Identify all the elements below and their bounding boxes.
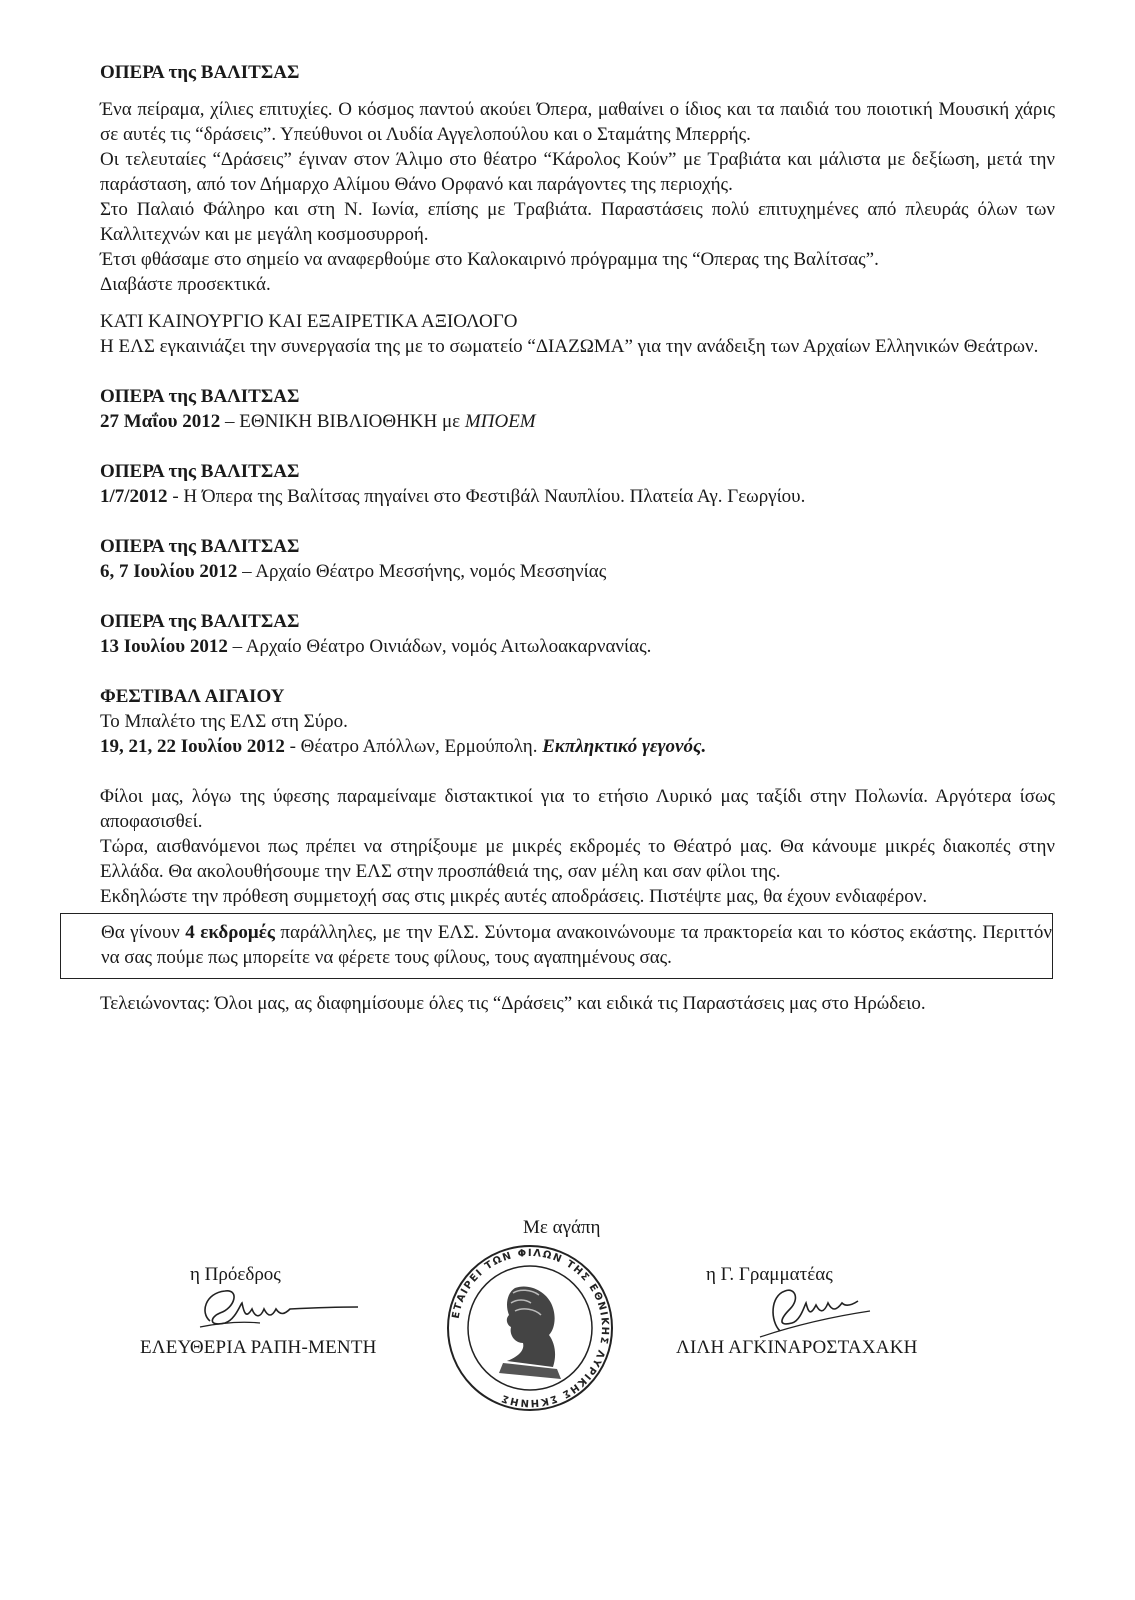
secretary-name: ΛΙΛΗ ΑΓΚΙΝΑΡΟΣΤΑΧΑΚΗ	[676, 1337, 918, 1358]
event-date: 27 Μαΐου 2012	[100, 411, 221, 432]
paragraph-intro-5: Διαβάστε προσεκτικά.	[100, 274, 271, 295]
event-title: ΟΠΕΡΑ της ΒΑΛΙΤΣΑΣ	[100, 536, 300, 557]
paragraph-intro-2: Οι τελευταίες “Δράσεις” έγιναν στον Άλιμο στο θέατρο “Κάρολος Κούν” με Τραβιάτα και μάλιστα με δεξίωση, μετά την παράσταση, από τον Δήμαρχο Αλίμου Θάνο Ορφανό και παράγοντες της περιοχής.	[100, 149, 1055, 195]
president-signature-icon	[180, 1283, 370, 1333]
event-4	[100, 609, 1055, 659]
festival-highlight: Εκπληκτικό γεγονός.	[542, 736, 707, 757]
closing-paragraph: Τελειώνοντας: Όλοι μας, ας διαφημίσουμε όλες τις “Δράσεις” και ειδικά τις Παραστάσεις μας στο Ηρώδειο.	[100, 993, 926, 1014]
festival-line2: 19, 21, 22 Ιουλίου 2012 - Θέατρο Απόλλων, Ερμούπολη. Εκπληκτικό γεγονός.	[100, 736, 707, 757]
paragraph-intro-3: Στο Παλαιό Φάληρο και στη Ν. Ιωνία, επίσης με Τραβιάτα. Παραστάσεις πολύ επιτυχημένες από πλευράς όλων των Καλλιτεχνών και με μεγάλη κοσμοσυρροή.	[100, 199, 1055, 245]
paragraph-intro-4: Έτσι φθάσαμε στο σημείο να αναφερθούμε στο Καλοκαιρινό πρόγραμμα της “Οπερας της Βαλίτσας”.	[100, 249, 879, 270]
trips-count: 4 εκδρομές	[185, 922, 275, 943]
paragraph-intro-1: Ένα πείραμα, χίλιες επιτυχίες. Ο κόσμος παντού ακούει Όπερα, μαθαίνει ο ίδιος και τα παιδιά του ποιοτική Μουσική χάρις σε αυτές τις “δράσεις”. Υπεύθυνοι οι Λυδία Αγγελοπούλου και ο Σταμάτης Μπερρής.	[100, 99, 1055, 145]
event-title: ΟΠΕΡΑ της ΒΑΛΙΤΣΑΣ	[100, 461, 300, 482]
event-detail-italic: ΜΠΟΕΜ	[464, 411, 536, 432]
section-heading-opera: ΟΠΕΡΑ της ΒΑΛΙΤΣΑΣ	[100, 62, 300, 83]
festival-line1: Το Μπαλέτο της ΕΛΣ στη Σύρο.	[100, 711, 348, 732]
president-role: η Πρόεδρος	[190, 1264, 281, 1285]
event-title: ΟΠΕΡΑ της ΒΑΛΙΤΣΑΣ	[100, 611, 300, 632]
event-title: ΟΠΕΡΑ της ΒΑΛΙΤΣΑΣ	[100, 386, 300, 407]
trips-paragraph-1: Φίλοι μας, λόγω της ύφεσης παραμείναμε διστακτικοί για το ετήσιο Λυρικό μας ταξίδι στην Πολωνία. Αργότερα ίσως αποφασισθεί.	[100, 786, 1055, 832]
festival-block	[100, 684, 1055, 759]
trips-paragraph-2: Τώρα, αισθανόμενοι πως πρέπει να στηρίξουμε με μικρές εκδρομές το Θέατρό μας. Θα κάνουμε μικρές διακοπές στην Ελλάδα. Θα ακολουθήσουμε την ΕΛΣ στην προσπάθειά της, σαν μέλη και σαν φίλοι της.	[100, 836, 1055, 882]
trips-notice-box: Θα γίνουν 4 εκδρομές παράλληλες, με την ΕΛΣ. Σύντομα ανακοινώνουμε τα πρακτορεία και το κόστος εκάστης. Περιττόν να σας πούμε πως μπορείτε να φέρετε τους φίλους, τους αγαπημένους σας.	[60, 913, 1053, 979]
trips-paragraph-3: Εκδηλώστε την πρόθεση συμμετοχή σας στις μικρές αυτές αποδράσεις. Πιστέψτε μας, θα έχουν ενδιαφέρον.	[100, 886, 928, 907]
secretary-role: η Γ. Γραμματέας	[706, 1264, 833, 1285]
festival-title: ΦΕΣΤΙΒΑΛ ΑΙΓΑΙΟΥ	[100, 686, 285, 707]
event-date: 13 Ιουλίου 2012	[100, 636, 228, 657]
event-line: 27 Μαΐου 2012 – ΕΘΝΙΚΗ ΒΙΒΛΙΟΘΗΚΗ με ΜΠΟΕΜ	[100, 411, 536, 432]
society-seal-icon	[445, 1243, 615, 1413]
event-date: 1/7/2012	[100, 486, 168, 507]
event-2	[100, 459, 1055, 509]
news-heading: ΚΑΤΙ ΚΑΙΝΟΥΡΓΙΟ ΚΑΙ ΕΞΑΙΡΕΤΙΚΑ ΑΞΙΟΛΟΓΟ	[100, 311, 518, 332]
event-detail: ΕΘΝΙΚΗ ΒΙΒΛΙΟΘΗΚΗ με	[239, 411, 465, 432]
president-name: ΕΛΕΥΘΕΡΙΑ ΡΑΠΗ-ΜΕΝΤΗ	[140, 1337, 377, 1358]
with-love-text: Με αγάπη	[523, 1217, 601, 1238]
news-text: Η ΕΛΣ εγκαινιάζει την συνεργασία της με το σωματείο “ΔΙΑΖΩΜΑ” για την ανάδειξη των Αρχαίων Ελληνικών Θεάτρων.	[100, 336, 1039, 357]
signature-area	[0, 1215, 1135, 1415]
event-line: 13 Ιουλίου 2012 – Αρχαίο Θέατρο Οινιάδων, νομός Αιτωλοακαρνανίας.	[100, 636, 652, 657]
event-detail: Αρχαίο Θέατρο Οινιάδων, νομός Αιτωλοακαρνανίας.	[245, 636, 652, 657]
secretary-signature-icon	[740, 1281, 880, 1341]
svg-text:ΕΤΑΙΡΕΙ ΤΩΝ ΦΙΛΩΝ ΤΗΣ ΕΘΝΙΚΗΣ: ΕΤΑΙΡΕΙ ΤΩΝ ΦΙΛΩΝ ΤΗΣ ΕΘΝΙΚΗΣ ΛΥΡΙΚΗΣ ΣΚΗΝΗΣ	[450, 1247, 611, 1409]
festival-date: 19, 21, 22 Ιουλίου 2012	[100, 736, 285, 757]
event-date: 6, 7 Ιουλίου 2012	[100, 561, 238, 582]
event-3	[100, 534, 1055, 584]
event-line: 6, 7 Ιουλίου 2012 – Αρχαίο Θέατρο Μεσσήνης, νομός Μεσσηνίας	[100, 561, 607, 582]
event-line: 1/7/2012 - Η Όπερα της Βαλίτσας πηγαίνει στο Φεστιβάλ Ναυπλίου. Πλατεία Αγ. Γεωργίου.	[100, 486, 806, 507]
event-detail: Η Όπερα της Βαλίτσας πηγαίνει στο Φεστιβάλ Ναυπλίου. Πλατεία Αγ. Γεωργίου.	[183, 486, 806, 507]
event-detail: Αρχαίο Θέατρο Μεσσήνης, νομός Μεσσηνίας	[255, 561, 607, 582]
letter-body	[100, 60, 1055, 1016]
festival-detail: Θέατρο Απόλλων, Ερμούπολη.	[300, 736, 543, 757]
event-1	[100, 384, 1055, 434]
